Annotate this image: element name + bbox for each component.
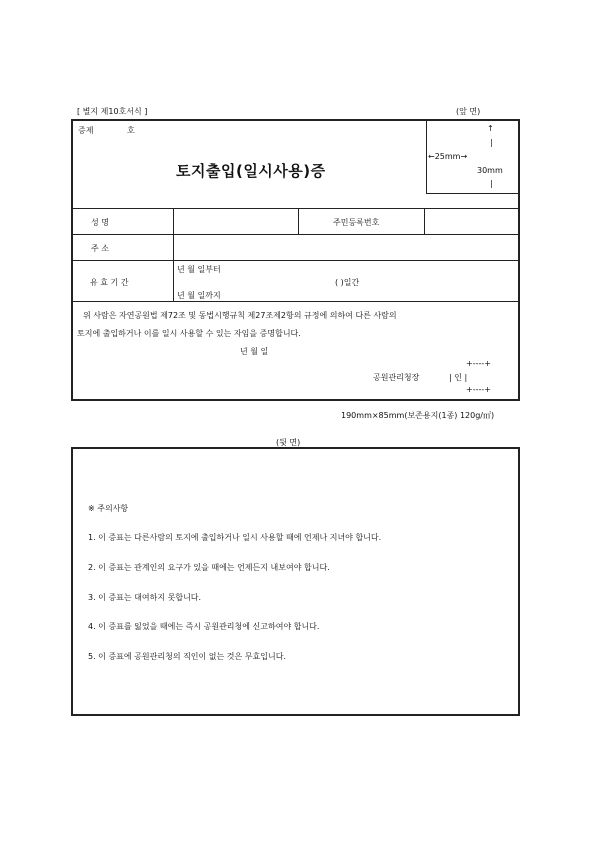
cert-number-label: 증제 [78,126,94,135]
back-side-label: (뒷 면) [276,438,301,447]
seal-box-top: +----+ [466,359,491,368]
issue-date-line: 년 월 일 [240,347,269,356]
validity-to: 년 월 일까지 [177,291,221,300]
issuer-label: 공원관리청장 [373,373,420,382]
validity-days: ( )일간 [335,278,360,287]
cert-number-suffix: 호 [127,126,135,135]
form-number: [ 별지 제10호서식 ] [77,107,148,116]
notice-item-5: 5. 이 증표에 공원관리청의 직인이 없는 것은 무효입니다. [88,652,286,661]
front-side-label: (앞 면) [456,107,481,116]
notice-item-4: 4. 이 증표를 잃었을 때에는 즉시 공원관리청에 신고하여야 합니다. [88,622,320,631]
notice-title: ※ 주의사항 [88,504,129,513]
notice-item-2: 2. 이 증표는 관계인의 요구가 있을 때에는 언제든지 내보여야 합니다. [88,563,330,572]
photo-height-dimension: 30mm [477,166,503,175]
validity-from: 년 월 일부터 [177,265,221,274]
photo-width-dimension: ←25mm→ [428,152,468,161]
seal-box-bottom: +----+ [466,385,491,394]
photo-height-bar-top: | [490,138,493,147]
notice-item-3: 3. 이 증표는 대여하지 못합니다. [88,593,202,602]
name-label: 성 명 [91,218,109,227]
certification-text-line1: 위 사람은 자연공원법 제72조 및 동법시행규칙 제27조제2항의 규정에 의하여 다른 사람의 [83,311,397,320]
photo-height-bar-bottom: | [490,179,493,188]
validity-period-label: 유 효 기 간 [90,278,129,287]
resident-number-label: 주민등록번호 [333,218,380,227]
notice-item-1: 1. 이 증표는 다른사람의 토지에 출입하거나 일시 사용할 때에 언제나 지녀야 합니다. [88,533,382,542]
photo-up-arrow-icon: ↑ [487,124,494,133]
address-label: 주 소 [91,244,109,253]
paper-specification: 190mm×85mm(보존용지(1종) 120g/㎡) [341,411,495,420]
seal-placeholder: | 인 | [449,373,468,382]
document-title: 토지출입(일시사용)증 [176,162,326,180]
certification-text-line2: 토지에 출입하거나 이를 일시 사용할 수 있는 자임을 증명합니다. [77,329,301,338]
